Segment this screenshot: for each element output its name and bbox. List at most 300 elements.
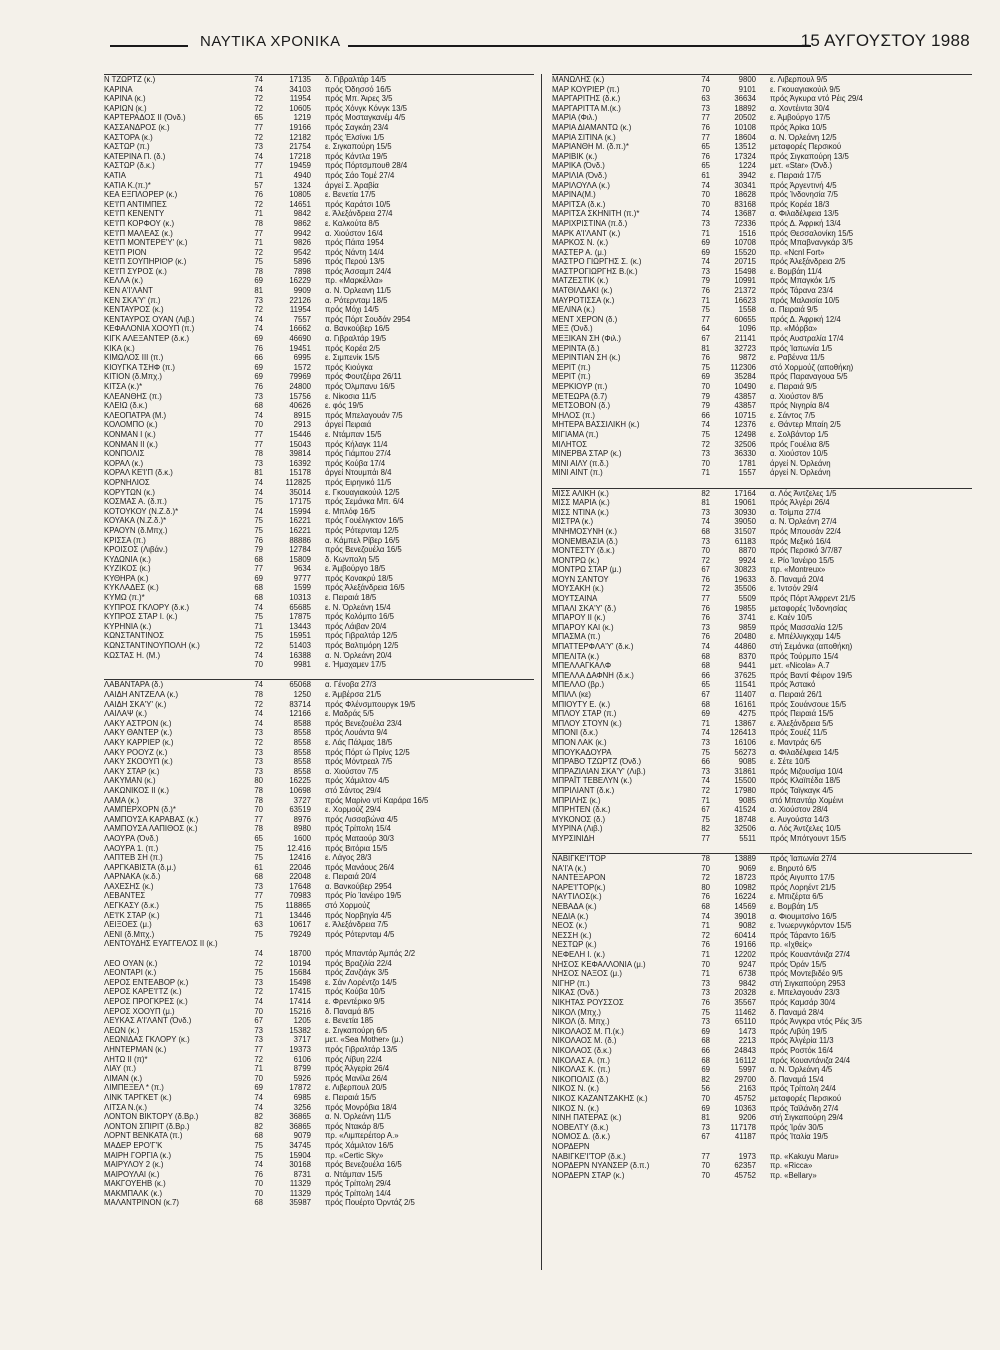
ship-name [104, 660, 245, 670]
ship-row [552, 1171, 972, 1181]
tonnage: 65068 [289, 680, 311, 690]
ship-status: πρός Περού 13/5 [325, 257, 385, 267]
ship-status: ε. Γκουαγιακούιλ 12/5 [325, 487, 400, 497]
ship-row [552, 527, 972, 537]
build-year: 75 [701, 429, 710, 439]
build-year: 73 [701, 1122, 710, 1132]
build-year: 72 [254, 305, 263, 315]
ship-status: πρός Άρίκα 10/5 [770, 122, 827, 132]
ship-name: ΛΑΚΥ ΣΤΑΡ (κ.) [104, 766, 160, 776]
tonnage: 10108 [734, 122, 756, 132]
build-year: 73 [254, 142, 263, 152]
build-year: 71 [254, 209, 263, 219]
tonnage: 14569 [734, 902, 756, 912]
build-year: 73 [701, 449, 710, 459]
ship-status: α. Γιβραλτάρ 19/5 [325, 334, 387, 344]
build-year: 68 [701, 699, 710, 709]
ship-name: ΜΠΡΗΤΕΝ (δ.κ.) [552, 805, 611, 815]
build-year: 72 [254, 958, 263, 968]
ship-status: πρ. «Kakuyu Maru» [770, 1151, 839, 1161]
ship-status: ε. Μπελαγουάν 23/3 [770, 988, 840, 998]
build-year: 73 [254, 728, 263, 738]
tonnage: 10194 [289, 958, 311, 968]
ship-status: πρός Φλένσμπουργκ 19/5 [325, 699, 416, 709]
ship-name: ΛΑΙΛΑΨ (κ.) [104, 709, 147, 719]
build-year: 72 [254, 247, 263, 257]
build-year: 67 [701, 1132, 710, 1142]
build-year [245, 939, 263, 949]
header-rule-right [348, 45, 811, 47]
ship-name: ΜΕΞΙΚΑΝ ΣΗ (Φιλ.) [552, 334, 621, 344]
tonnage: 39814 [289, 449, 311, 459]
build-year: 73 [701, 218, 710, 228]
build-year: 65 [254, 833, 263, 843]
build-year: 74 [254, 709, 263, 719]
ship-status: στή Σιγκαπούρη 2953 [770, 978, 846, 988]
tonnage: 21754 [289, 142, 311, 152]
ship-status: πρός Χάμιλτον 4/5 [325, 776, 390, 786]
ship-row [104, 468, 534, 478]
build-year: 72 [254, 94, 263, 104]
ship-status: ε. Νίκοσια 11/5 [325, 391, 377, 401]
ship-row [552, 969, 972, 979]
ship-name: ΜΠΑΤΤΕΡΦΛΑ'Υ' (δ.κ.) [552, 642, 634, 652]
ship-status: ε. Πειραιά 15/5 [325, 1092, 377, 1102]
ship-name: ΚΟΥΑΚΑ (Ν.Ζ.δ.)* [104, 516, 167, 526]
tonnage: 9441 [738, 661, 756, 671]
ship-row [104, 1016, 534, 1026]
ship-status: ε. Καέν 10/5 [770, 613, 813, 623]
ship-name: ΝΗΣΟΣ ΝΑΞΟΣ (μ.) [552, 969, 622, 979]
ship-status: πρός Άλγερία 26/4 [325, 1064, 390, 1074]
ship-status: πρός Μονρόβια 18/4 [325, 1102, 397, 1112]
ship-row [104, 949, 534, 959]
ship-row [552, 142, 972, 152]
ship-name: ΚΑΤΕΡΙΝΑ Π. (δ.) [104, 151, 166, 161]
ship-row [552, 738, 972, 748]
ship-row [104, 882, 534, 892]
build-year: 76 [254, 343, 263, 353]
build-year: 75 [254, 1140, 263, 1150]
ship-name: ΜΑΡΙΚΑ (Όνδ.) [552, 161, 605, 171]
tonnage: 1599 [293, 583, 311, 593]
ship-row [104, 257, 534, 267]
build-year: 69 [254, 573, 263, 583]
build-year: 72 [254, 699, 263, 709]
ship-status: α. Ν. Όρλεάνη 12/5 [770, 132, 837, 142]
ship-name: ΜΙΝΙ ΑΙΝΤ (π.) [552, 468, 603, 478]
tonnage: 16662 [289, 324, 311, 334]
ship-row [104, 872, 534, 882]
ship-row [552, 123, 972, 133]
ship-status: άργεί Πειραιά [325, 420, 372, 430]
ship-row [552, 430, 972, 440]
ship-row [104, 133, 534, 143]
ship-row [552, 248, 972, 258]
build-year: 71 [701, 950, 710, 960]
build-year: 69 [701, 1103, 710, 1113]
ship-row [104, 700, 534, 710]
build-year: 66 [701, 670, 710, 680]
build-year: 76 [701, 122, 710, 132]
ship-row [552, 489, 972, 499]
ship-row [552, 815, 972, 825]
ship-name: ΜΠΟΥΚΑΔΟΥΡΑ [552, 747, 612, 757]
build-year: 69 [701, 247, 710, 257]
build-year: 72 [701, 439, 710, 449]
tonnage: 35506 [734, 584, 756, 594]
tonnage: 60655 [734, 314, 756, 324]
ship-row [552, 661, 972, 671]
header-rule-left [110, 45, 188, 47]
build-year: 74 [254, 650, 263, 660]
ship-name: ΜΠΑΛΙ ΣΚΑ'Υ' (δ.) [552, 603, 617, 613]
ship-status [325, 939, 534, 949]
ship-status: πρός Παραναγουα 5/5 [770, 372, 848, 382]
build-year: 76 [701, 574, 710, 584]
ship-name: ΚΥΜΩ (π.)* [104, 593, 145, 603]
build-year: 74 [701, 642, 710, 652]
ship-name: ΛΑΜΑ (κ.) [104, 795, 140, 805]
ship-row [104, 315, 534, 325]
ship-status: πρός Κούβα 17/4 [325, 458, 386, 468]
ship-status: πρός Βενεζουέλα 23/4 [325, 718, 402, 728]
build-year: 74 [254, 314, 263, 324]
ship-status: ε. Άλεξάνδρεια 27/4 [325, 209, 393, 219]
build-year: 77 [701, 314, 710, 324]
build-year: 74 [254, 997, 263, 1006]
ship-row [104, 382, 534, 392]
ship-name: ΛΕΡΟΣ ΕΝΤΕΑΒΟΡ (κ.) [104, 977, 189, 987]
ship-status: ε. Σιγκαπούρη 6/5 [325, 1025, 388, 1035]
ship-row [104, 305, 534, 315]
ship-status: πρός Βενεζουέλα 16/5 [325, 1160, 402, 1170]
ship-name: ΛΑΜΠΟΥΣΑ ΛΑΠΙΘΟΣ (κ.) [104, 824, 198, 834]
ship-status: ε. Πειραιά 20/4 [325, 872, 377, 882]
tonnage: 16224 [734, 892, 756, 902]
build-year: 73 [701, 507, 710, 517]
ship-status: α. Φιλαδέλφεια 14/5 [770, 747, 839, 757]
tonnage: 4940 [293, 170, 311, 180]
ship-name: ΝΙΚΟΛΑΟΣ Μ. (δ.) [552, 1036, 617, 1046]
ship-name: ΝΙΚΟΛΑΟΣ (δ.κ.) [552, 1045, 612, 1055]
build-year: 74 [701, 728, 710, 738]
build-year: 70 [254, 1188, 263, 1198]
ship-row [552, 1084, 972, 1094]
ship-status: άργεί Ν. Όρλεάνη [770, 468, 831, 478]
tonnage: 12784 [289, 545, 311, 555]
build-year: 73 [701, 622, 710, 632]
ship-row [552, 286, 972, 296]
tonnage: 117178 [730, 1122, 756, 1132]
ship-status: πρός Κουαντάνιζα 27/4 [770, 950, 851, 960]
tonnage: 17980 [734, 785, 756, 795]
build-year [692, 1142, 710, 1152]
ship-name: ΝΟΡΔΕΡΝ ΣΤΑΡ (κ.) [552, 1170, 625, 1180]
ship-status: πρός Άστακό [770, 680, 816, 690]
ship-status: πρός Φουτζέιρα 26/11 [325, 372, 402, 382]
ship-status: ε. Σιμπενίκ 15/5 [325, 353, 380, 363]
ship-name: ΜΑΤΘΙΛΔΑΚΙ (κ.) [552, 286, 613, 296]
tonnage: 56273 [734, 747, 756, 757]
tonnage: 60414 [734, 930, 756, 940]
tonnage: 35284 [734, 372, 756, 382]
ship-status: πρός Σουάνσουε 15/5 [770, 699, 847, 709]
build-year: 77 [254, 814, 263, 824]
ship-name: ΛΑΜΠΕΡΧΟΡΝ (δ.)* [104, 805, 176, 815]
build-year: 82 [254, 1112, 263, 1122]
ship-status: πρός Ροστόκ 16/4 [770, 1045, 834, 1055]
tonnage: 4275 [738, 709, 756, 719]
build-year: 79 [254, 545, 263, 555]
build-year: 78 [254, 690, 263, 699]
ship-row [552, 459, 972, 469]
build-year: 77 [701, 833, 710, 843]
tonnage: 15498 [289, 977, 311, 987]
build-year: 77 [701, 1151, 710, 1161]
tonnage: 16623 [734, 295, 756, 305]
ship-row [552, 1046, 972, 1056]
build-year: 78 [254, 785, 263, 795]
build-year: 71 [701, 921, 710, 931]
ship-name: ΜΕΡΚΙΟΥΡ (π.) [552, 382, 608, 391]
tonnage: 1557 [738, 468, 756, 478]
ship-status: α. Φιουμιτσίνο 16/5 [770, 911, 837, 921]
listing-section [552, 853, 972, 1180]
tonnage: 10363 [734, 1103, 756, 1113]
ship-name: ΛΙΤΣΑ Ν.(κ.) [104, 1102, 147, 1112]
build-year: 71 [701, 969, 710, 979]
build-year: 69 [254, 276, 263, 286]
tonnage: 17415 [289, 987, 311, 997]
ship-status: πρός Σαγκάη 23/4 [325, 122, 389, 132]
tonnage: 118865 [285, 901, 311, 911]
ship-status: ε. Βενετία 17/5 [325, 190, 376, 200]
build-year: 73 [701, 103, 710, 113]
tonnage: 17648 [289, 881, 311, 891]
tonnage: 9069 [738, 863, 756, 873]
ship-status: α. Ν. Όρλεάνη 4/5 [770, 1065, 833, 1075]
ship-row [104, 1151, 534, 1161]
ship-row [104, 181, 534, 191]
ship-row [104, 959, 534, 969]
build-year: 68 [701, 1055, 710, 1065]
ship-status: πρός Ρίο Ίανέιρο 19/5 [325, 891, 402, 901]
ship-name: ΜΕΡΙΤ (π.) [552, 372, 591, 382]
ship-status: πρός Τούρμπο 15/4 [770, 651, 839, 661]
build-year: 74 [254, 410, 263, 420]
ship-row [104, 844, 534, 854]
ship-row [552, 642, 972, 652]
ship-name: ΜΑΔΕΡ ΕΡΟ'Γ'Κ [104, 1140, 163, 1150]
ship-row [552, 988, 972, 998]
ship-row [552, 449, 972, 459]
ship-status: πρός Βραζιλία 22/4 [325, 958, 392, 968]
ship-status: πρός Λισσαβώνα 4/5 [325, 814, 398, 824]
build-year: 72 [254, 987, 263, 997]
ship-name: ΚΡΟΙΣΟΣ (Λιβάν.) [104, 545, 168, 555]
build-year: 67 [701, 334, 710, 344]
tonnage: 8558 [293, 737, 311, 747]
ship-status: μετ. «Star» (Όνδ.) [770, 161, 833, 171]
ship-status: μεταφορές Ίνδονησίας [770, 603, 848, 613]
ship-name: ΚΩΣΤΑΣ Η. (Μ.) [104, 650, 161, 660]
ship-row [104, 1131, 534, 1141]
ship-name: ΚΥΘΗΡΑ (κ.) [104, 573, 149, 583]
ship-row [552, 468, 972, 478]
ship-name: ΜΑΡΙΑΝΘΗ Μ. (δ.π.)* [552, 142, 629, 152]
build-year: 73 [254, 881, 263, 891]
build-year: 81 [701, 1113, 710, 1123]
ship-name: ΛΟΡΝΤ ΒΕΝΚΑΤΑ (π.) [104, 1131, 183, 1141]
tonnage: 10617 [289, 920, 311, 930]
ship-name: ΜΑΡΓΑΡΙΤΗΣ (δ.κ.) [552, 94, 621, 104]
tonnage: 5997 [738, 1065, 756, 1075]
ship-status: α. Πειραιά 9/5 [770, 305, 818, 315]
ship-row [104, 978, 534, 988]
tonnage: 45752 [734, 1093, 756, 1103]
ship-name: ΛΑΒΑΝΤΑΡΑ (δ.) [104, 680, 164, 690]
ship-status [770, 1142, 972, 1152]
ship-status: ε. Καλκούτα 8/5 [325, 218, 380, 228]
ship-status: πρός Μαρίνο ντί Καράρα 16/5 [325, 795, 429, 805]
ship-row [552, 671, 972, 681]
ship-name: ΝΕΟΣ (κ.) [552, 921, 588, 931]
tonnage: 8976 [293, 814, 311, 824]
ship-name: ΚΕ'Ι'Π ΜΟΝΤΕΡΕ'Υ' (κ.) [104, 238, 188, 248]
ship-name: ΛΗΤΩ ΙΙ (π)* [104, 1054, 148, 1064]
ship-row [104, 353, 534, 363]
tonnage: 30823 [734, 565, 756, 575]
ship-row [552, 575, 972, 585]
ship-status: πρός Τρίπολη 15/4 [325, 824, 391, 834]
ship-row [104, 113, 534, 123]
ship-name: ΜΙΝΙ ΑΙΛΥ (π.δ.) [552, 458, 609, 468]
ship-row [552, 998, 972, 1008]
build-year: 77 [701, 594, 710, 604]
tonnage: 1324 [293, 180, 311, 190]
tonnage: 30168 [289, 1160, 311, 1170]
ship-status: πρός Πόρτ Άλφρεντ 21/5 [770, 594, 856, 604]
ship-name: ΝΙΚΗΤΑΣ ΡΟΥΣΣΟΣ [552, 998, 624, 1007]
ship-name: ΜΟΥΝ ΣΑΝΤΟΥ [552, 574, 609, 584]
tonnage: 1600 [293, 833, 311, 843]
ship-status: ε. Ίντσόν 29/4 [770, 584, 819, 594]
ship-name: ΜΙΓΙΑΜΑ (π.) [552, 429, 599, 439]
tonnage: 12202 [734, 950, 756, 960]
ship-row [104, 660, 534, 670]
tonnage: 5511 [739, 833, 756, 843]
tonnage: 15756 [289, 391, 311, 401]
build-year: 76 [701, 892, 710, 902]
ship-name: ΜΑΣΤΡΟΓΙΩΡΓΗΣ Β.(κ.) [552, 266, 638, 276]
build-year: 74 [701, 517, 710, 527]
ship-row [104, 1112, 534, 1122]
ship-row [104, 834, 534, 844]
build-year: 68 [701, 902, 710, 912]
ship-status: πρός Λουάντα 9/4 [325, 728, 388, 738]
build-year: 80 [254, 776, 263, 786]
ship-name: ΚΟΤΟΥΚΟΥ (Ν.Ζ.δ.)* [104, 506, 179, 516]
ship-status: α. Χιούστον 8/5 [770, 391, 824, 401]
build-year: 75 [254, 516, 263, 526]
ship-row [552, 267, 972, 277]
build-year: 76 [254, 190, 263, 200]
ship-name: ΝΙΚΟΛΑΣ Κ. (π.) [552, 1065, 611, 1075]
ship-status: μετ. «Sea Mother» (μ.) [325, 1035, 404, 1045]
ship-status: πρός Γιβραλτάρ 13/5 [325, 1044, 398, 1054]
tonnage: 72336 [734, 218, 756, 228]
ship-name: ΜΠΡΑΒΟ ΤΖΩΡΤΖ (Όνδ.) [552, 757, 642, 767]
ship-status: ε. Πειραιά 9/5 [770, 382, 817, 391]
build-year: 63 [254, 920, 263, 930]
ship-status: άργεί Σ. Άραβία [325, 180, 379, 190]
build-year: 75 [254, 257, 263, 267]
ship-row [552, 133, 972, 143]
ship-row [552, 892, 972, 902]
tonnage: 8370 [738, 651, 756, 661]
ship-status: ε. Άμβούργο 17/5 [770, 113, 831, 123]
ship-row [552, 537, 972, 547]
tonnage: 11329 [289, 1188, 311, 1198]
build-year: 81 [701, 498, 710, 508]
build-year: 77 [254, 228, 263, 238]
ship-row [552, 873, 972, 883]
tonnage: 17872 [289, 1083, 311, 1093]
ship-row [104, 911, 534, 921]
build-year: 74 [701, 420, 710, 430]
build-year: 76 [701, 286, 710, 296]
ship-row [104, 104, 534, 114]
ship-row [104, 690, 534, 700]
build-year: 78 [701, 854, 710, 864]
listing-section [552, 74, 972, 478]
ship-name: ΛΑΚΩΝΙΚΟΣ II (κ.) [104, 785, 170, 795]
tonnage: 36634 [734, 94, 756, 104]
ship-row [104, 420, 534, 430]
ship-name: ΜΙΣΣ ΜΑΡΙΑ (κ.) [552, 498, 610, 508]
ship-row [104, 815, 534, 825]
ship-name: ΜΑΡΙΤΣΑ ΣΚΗΝΙΤΗ (π.)* [552, 209, 640, 219]
ship-status: πρός Μασσαλία 12/5 [770, 622, 843, 632]
ship-name: ΚΑΡΙΝΑ [104, 84, 133, 94]
tonnage: 6738 [738, 969, 756, 979]
ship-status: πρός Καράτσι 10/5 [325, 199, 391, 209]
ship-name: ΚΥΖΙΚΟΣ (κ.) [104, 564, 151, 574]
ship-name: ΚΙΚΑ (κ.) [104, 343, 135, 353]
ship-row [552, 85, 972, 95]
ship-name: ΜΠΡΑΪΤ ΤΕΒΕΛΥΝ (κ.) [552, 776, 633, 786]
ship-status: πρός Μπαγκόκ 1/5 [770, 276, 836, 286]
tonnage: 9085 [738, 795, 756, 805]
ship-name: ΚΙΜΩΛΟΣ III (π.) [104, 353, 164, 363]
ship-row [104, 200, 534, 210]
ship-name: ΜΕΡΙΤ (π.) [552, 362, 591, 372]
ship-row [104, 1055, 534, 1065]
ship-row [552, 940, 972, 950]
build-year: 79 [701, 276, 710, 286]
ship-row [104, 757, 534, 767]
ship-row [552, 632, 972, 642]
ship-row [552, 767, 972, 777]
tonnage: 1205 [293, 1016, 311, 1026]
ship-status: πρός Σιγκαπούρη 13/5 [770, 151, 849, 161]
build-year: 65 [701, 161, 710, 171]
ship-name: ΜΟΝΤΕΣΤΥ (δ.κ.) [552, 546, 615, 556]
ship-status: ε. Ραβέννα 11/5 [770, 353, 825, 363]
build-year: 78 [254, 266, 263, 276]
ship-name: ΛΕΩΝ (κ.) [104, 1025, 140, 1035]
